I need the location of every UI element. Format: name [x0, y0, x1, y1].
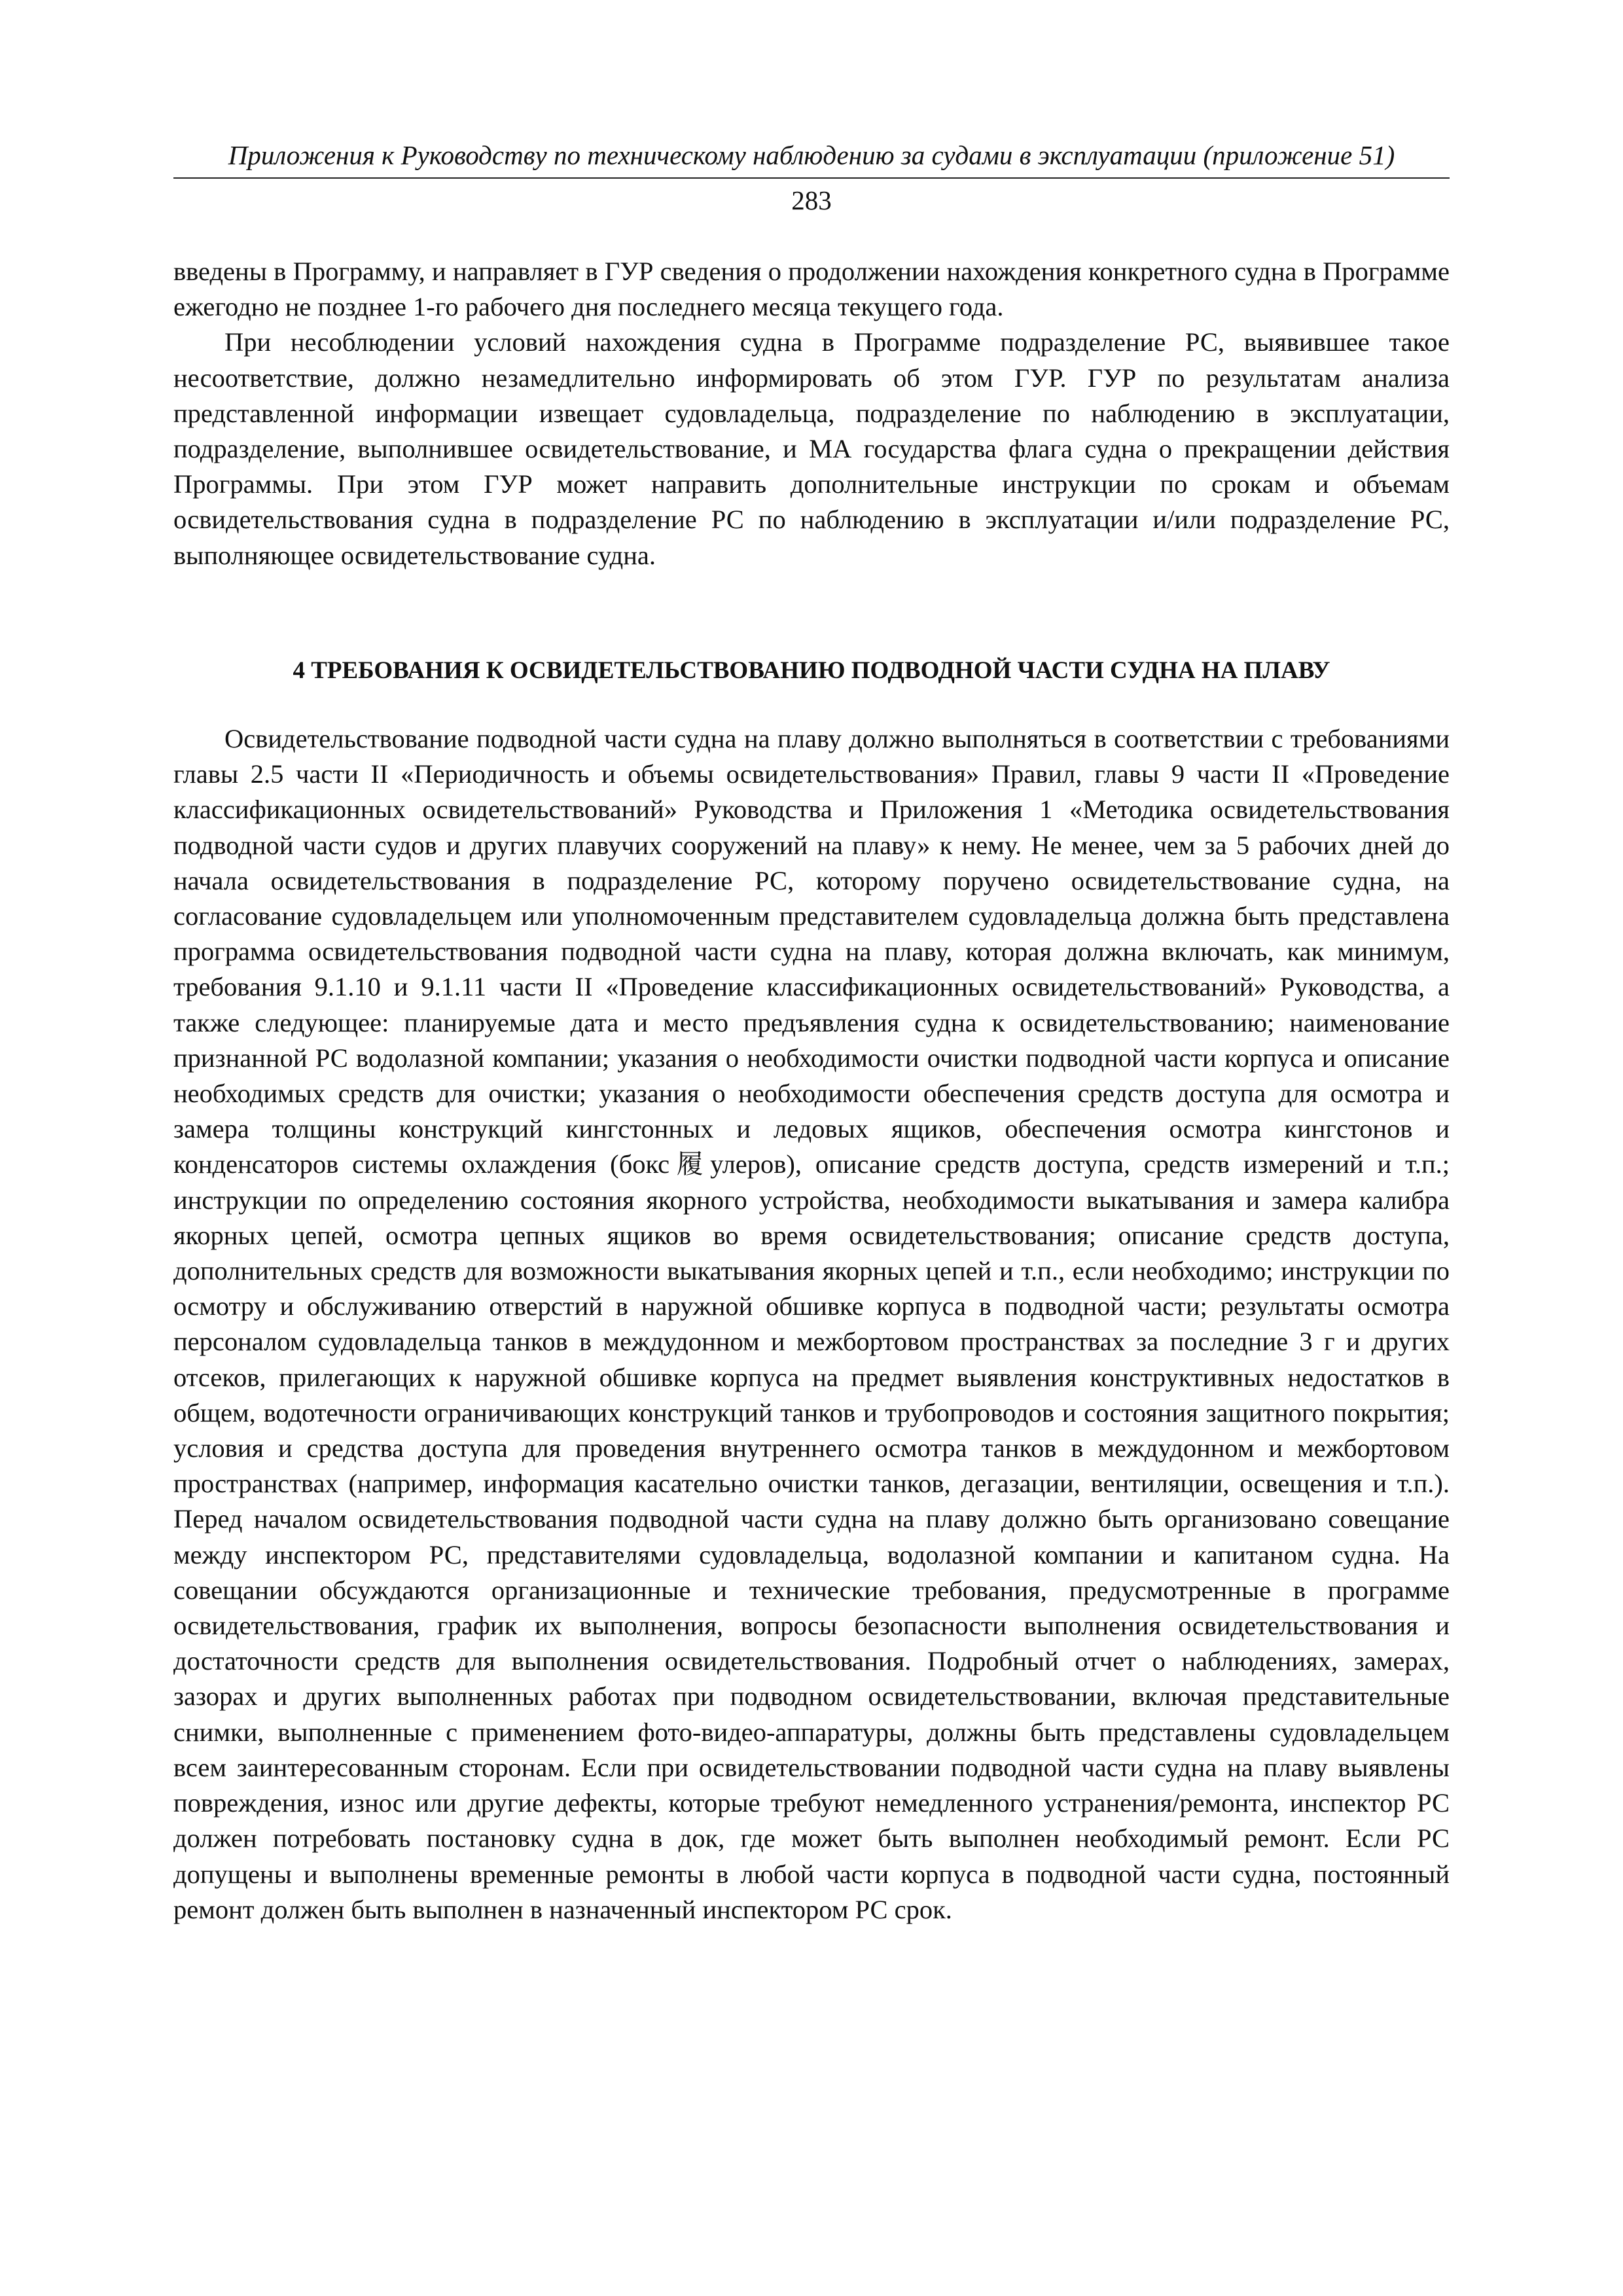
running-header: Приложения к Руководству по техническому наблюдению за судами в эксплуатации (приложение 51): [228, 140, 1395, 170]
paragraph-section-4: Освидетельствование подводной части судна на плаву должно выполняться в соответствии с требованиями главы 2.5 части II «Периодичность и объемы освидетельствования» Правил, главы 9 части II «Проведение классификационных освидетельствований» Руководства и Приложения 1 «Методика освидетельствования подводной части судов и других плавучих сооружений на плаву» к нему. Не менее, чем за 5 рабочих дней до начала освидетельствования в подразделение РС, которому поручено освидетельствование судна, на согласование судовладельцем или уполномоченным представителем судовладельца должна быть представлена программа освидетельствования подводной части судна на плаву, которая должна включать, как минимум, требования 9.1.10 и 9.1.11 части II «Проведение классификационных освидетельствований» Руководства, а также следующее: планируемые дата и место предъявления судна к освидетельствованию; наименование признанной РС водолазной компании; указания о необходимости очистки подводной части корпуса и описание необходимых средств для очистки; указания о необходимости обеспечения средств доступа для осмотра и замера толщины конструкций кингстонных и ледовых ящиков, обеспечения осмотра кингстонов и конденсаторов системы охлаждения (бокс履улеров), описание средств доступа, средств измерений и т.п.; инструкции по определению состояния якорного устройства, необходимости выкатывания и замера калибра якорных цепей, осмотра цепных ящиков во время освидетельствования; описание средств доступа, дополнительных средств для возможности выкатывания якорных цепей и т.п., если необходимо; инструкции по осмотру и обслуживанию отверстий в наружной обшивке корпуса в подводной части; результаты осмотра персоналом судовладельца танков в междудонном и межбортовом пространствах за последние 3 г и других отсеков, прилегающих к наружной обшивке корпуса на предмет выявления конструктивных недостатков в общем, водотечности ограничивающих конструкций танков и трубопроводов и состояния защитного покрытия; условия и средства доступа для проведения внутреннего осмотра танков в междудонном и межбортовом пространствах (например, информация касательно очистки танков, дегазации, вентиляции, освещения и т.п.). Перед началом освидетельствования подводной части судна на плаву должно быть организовано совещание между инспектором РС, представителями судовладельца, водолазной компании и капитаном судна. На совещании обсуждаются организационные и технические требования, предусмотренные в программе освидетельствования, график их выполнения, вопросы безопасности выполнения освидетельствования и достаточности средств для выполнения освидетельствования. Подробный отчет о наблюдениях, замерах, зазорах и других выполненных работах при подводном освидетельствовании, включая представительные снимки, выполненные с применением фото-видео-аппаратуры, должны быть представлены судовладельцем всем заинтересованным сторонам. Если при освидетельствовании подводной части судна на плаву выявлены повреждения, износ или другие дефекты, которые требуют немедленного устранения/ремонта, инспектор РС должен потребовать постановку судна в док, где может быть выполнен необходимый ремонт. Если РС допущены и выполнены временные ремонты в любой части корпуса в подводной части судна, постоянный ремонт должен быть выполнен в назначенный инспектором РС срок.: [173, 724, 1450, 1924]
section-text-block: [173, 721, 1450, 1928]
header-rule: [173, 177, 1450, 179]
paragraph-noncompliance: При несоблюдении условий нахождения судна в Программе подразделение РС, выявившее такое несоответствие, должно незамедлительно информировать об этом ГУР. ГУР по результатам анализа представленной информации извещает судовладельца, подразделение по наблюдению в эксплуатации, подразделение, выполнившее освидетельствование, и МА государства флага судна о прекращении действия Программы. При этом ГУР может направить дополнительные инструкции по срокам и объемам освидетельствования судна в подразделение РС по наблюдению в эксплуатации и/или подразделение РС, выполняющее освидетельствование судна.: [173, 327, 1450, 570]
page-number: 283: [791, 185, 832, 215]
intro-text-block: [173, 254, 1450, 573]
section-heading: 4 ТРЕБОВАНИЯ К ОСВИДЕТЕЛЬСТВОВАНИЮ ПОДВОДНОЙ ЧАСТИ СУДНА НА ПЛАВУ: [293, 657, 1330, 684]
paragraph-continuation: введены в Программу, и направляет в ГУР сведения о продолжении нахождения конкретного судна в Программе ежегодно не позднее 1-го рабочего дня последнего месяца текущего года.: [173, 257, 1450, 322]
